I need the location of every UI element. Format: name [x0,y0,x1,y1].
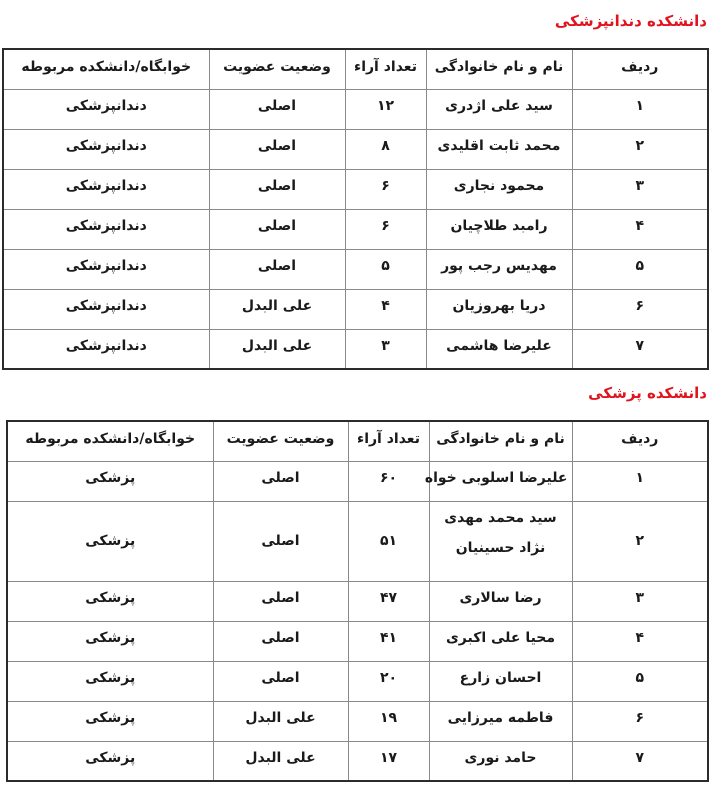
cell-name: محمود نجاری [426,169,572,209]
cell-status: اصلی [213,661,348,701]
cell-dorm: پزشکی [7,501,213,581]
table-header-row [3,49,708,89]
header-row-number: ردیف [572,49,708,89]
cell-name [429,501,572,581]
cell-row-number: ۱ [572,461,708,501]
cell-name-line2: نژاد حسینیان [455,539,546,556]
section-title-medicine: دانشکده پزشکی [588,384,707,402]
cell-votes: ۲۰ [348,661,429,701]
cell-dorm: دندانپزشکی [3,289,209,329]
cell-votes: ۵ [345,249,426,289]
table-row [7,741,708,781]
table-row [7,621,708,661]
cell-status: اصلی [209,249,345,289]
cell-row-number: ۵ [572,249,708,289]
cell-dorm: پزشکی [7,701,213,741]
cell-status: علی البدل [209,289,345,329]
cell-status: اصلی [213,501,348,581]
table-header-row [7,421,708,461]
cell-status: اصلی [209,89,345,129]
cell-votes: ۶ [345,209,426,249]
cell-dorm: دندانپزشکی [3,329,209,369]
table-row [7,701,708,741]
cell-dorm: دندانپزشکی [3,169,209,209]
cell-status: اصلی [209,209,345,249]
cell-status: علی البدل [213,701,348,741]
table-row [3,249,708,289]
table-row [7,661,708,701]
table-row [3,89,708,129]
cell-dorm: پزشکی [7,581,213,621]
cell-status: اصلی [213,461,348,501]
cell-row-number: ۶ [572,701,708,741]
header-status: وضعیت عضویت [209,49,345,89]
cell-row-number: ۵ [572,661,708,701]
header-name: نام و نام خانوادگی [429,421,572,461]
table-row [3,129,708,169]
cell-row-number: ۶ [572,289,708,329]
table-row [7,581,708,621]
table-row [3,209,708,249]
cell-row-number: ۱ [572,89,708,129]
cell-name-line1: سید محمد مهدی [444,509,557,526]
cell-row-number: ۷ [572,329,708,369]
cell-dorm: دندانپزشکی [3,129,209,169]
cell-row-number: ۲ [572,501,708,581]
cell-row-number: ۷ [572,741,708,781]
cell-votes: ۴۷ [348,581,429,621]
header-name: نام و نام خانوادگی [426,49,572,89]
cell-dorm: پزشکی [7,741,213,781]
header-status: وضعیت عضویت [213,421,348,461]
cell-status: اصلی [209,169,345,209]
results-table-medicine [6,420,709,782]
cell-name: رضا سالاری [429,581,572,621]
cell-votes: ۳ [345,329,426,369]
cell-votes: ۱۲ [345,89,426,129]
cell-row-number: ۲ [572,129,708,169]
header-dorm: خوابگاه/دانشکده مربوطه [7,421,213,461]
cell-dorm: دندانپزشکی [3,249,209,289]
cell-votes: ۴۱ [348,621,429,661]
cell-name: محمد ثابت اقلیدی [426,129,572,169]
header-dorm: خوابگاه/دانشکده مربوطه [3,49,209,89]
cell-name: علیرضا هاشمی [426,329,572,369]
cell-name: فاطمه میرزایی [429,701,572,741]
cell-status: اصلی [213,581,348,621]
cell-dorm: پزشکی [7,461,213,501]
cell-votes: ۱۷ [348,741,429,781]
cell-status: علی البدل [209,329,345,369]
table-row [7,461,708,501]
cell-name: سید علی اژدری [426,89,572,129]
header-row-number: ردیف [572,421,708,461]
header-votes: تعداد آراء [345,49,426,89]
cell-name: دریا بهروزیان [426,289,572,329]
section-title-dentistry: دانشکده دندانپزشکی [554,12,707,30]
cell-status: علی البدل [213,741,348,781]
cell-name: مهدیس رجب پور [426,249,572,289]
cell-votes: ۵۱ [348,501,429,581]
cell-row-number: ۴ [572,621,708,661]
cell-name: محیا علی اکبری [429,621,572,661]
table-row [3,289,708,329]
cell-status: اصلی [209,129,345,169]
results-table-dentistry [2,48,709,370]
cell-dorm: پزشکی [7,621,213,661]
cell-status: اصلی [213,621,348,661]
header-votes: تعداد آراء [348,421,429,461]
cell-row-number: ۳ [572,581,708,621]
cell-name: حامد نوری [429,741,572,781]
cell-name: علیرضا اسلوبی خواه [429,461,572,501]
cell-votes: ۶ [345,169,426,209]
table-row [3,329,708,369]
table-row [3,169,708,209]
cell-name: رامبد طلاچیان [426,209,572,249]
cell-votes: ۴ [345,289,426,329]
cell-dorm: دندانپزشکی [3,209,209,249]
cell-row-number: ۳ [572,169,708,209]
cell-dorm: دندانپزشکی [3,89,209,129]
table-row [7,501,708,581]
cell-row-number: ۴ [572,209,708,249]
cell-votes: ۶۰ [348,461,429,501]
cell-votes: ۱۹ [348,701,429,741]
cell-votes: ۸ [345,129,426,169]
cell-dorm: پزشکی [7,661,213,701]
cell-name: احسان زارع [429,661,572,701]
